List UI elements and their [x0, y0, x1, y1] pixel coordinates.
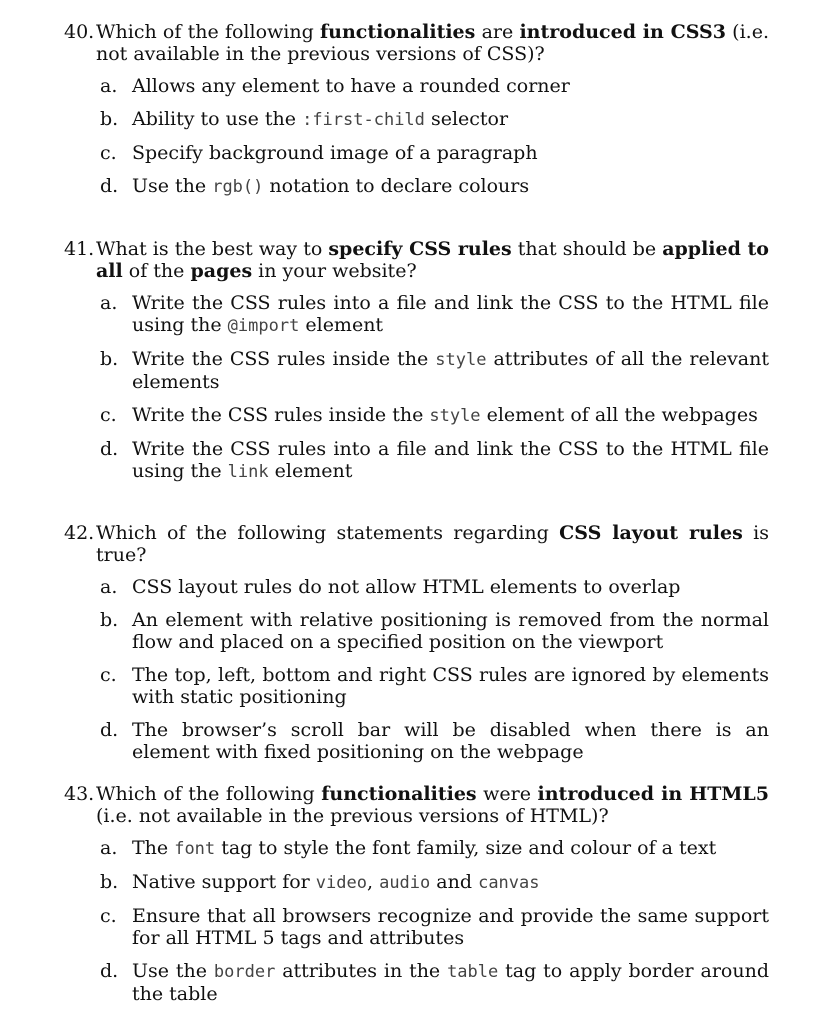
option-d: [64, 960, 769, 1005]
stem-text: were: [476, 783, 538, 805]
option-text: Use the: [132, 175, 213, 197]
options-list: [64, 576, 769, 763]
stem-text: (i.e. not available in the previous versions of CSS)?: [96, 21, 769, 65]
question-stem: [64, 238, 769, 282]
stem-text: What is the best way to: [96, 238, 329, 260]
stem-bold-text: applied to all: [96, 238, 769, 282]
option-text: Write the CSS rules into a file and link the CSS to the HTML file using the: [132, 438, 769, 482]
option-a: [64, 576, 769, 598]
option-text: ,: [366, 871, 380, 893]
stem-text: in your website?: [252, 260, 417, 282]
option-text: attributes in the: [275, 960, 448, 982]
stem-text: Which of the following: [96, 783, 322, 805]
option-code: style: [435, 350, 487, 370]
question-41: [64, 238, 769, 483]
question-number: 40.: [64, 21, 95, 43]
options-list: [64, 292, 769, 483]
option-text: The: [132, 837, 175, 859]
option-code: link: [227, 462, 269, 482]
option-text: tag to apply border around the table: [132, 960, 769, 1005]
stem-text: (i.e. not available in the previous versions of HTML)?: [96, 805, 609, 827]
question-number: 42.: [64, 522, 95, 544]
option-label: b.: [100, 609, 119, 631]
question-40: [64, 21, 769, 198]
stem-bold-text: pages: [190, 260, 253, 282]
option-text: and: [430, 871, 479, 893]
option-c: [64, 404, 769, 427]
option-code: table: [447, 962, 499, 982]
option-text: Ability to use the: [132, 108, 303, 130]
question-stem: [64, 21, 769, 65]
option-label: a.: [100, 75, 118, 97]
option-label: b.: [100, 108, 119, 130]
question-number: 43.: [64, 783, 95, 805]
option-text: attributes of all the relevant elements: [132, 348, 770, 393]
option-c: [64, 664, 769, 708]
option-text: Write the CSS rules into a file and link the CSS to the HTML file using the: [132, 292, 769, 336]
option-text: tag to style the font family, size and colour of a text: [215, 837, 717, 859]
stem-text: are: [475, 21, 520, 43]
option-text: element: [299, 314, 384, 336]
stem-text: of the: [122, 260, 191, 282]
option-text: Write the CSS rules inside the: [132, 404, 430, 426]
option-code: @import: [227, 316, 300, 336]
option-text: Write the CSS rules inside the: [132, 348, 436, 370]
option-text: element of all the webpages: [480, 404, 758, 426]
stem-bold-text: specify CSS rules: [328, 238, 512, 260]
option-code: :first-child: [302, 110, 425, 130]
question-number: 41.: [64, 238, 95, 260]
option-text: Allows any element to have a rounded corner: [132, 75, 570, 97]
option-c: [64, 142, 769, 164]
option-b: [64, 348, 769, 393]
options-list: [64, 837, 769, 1005]
option-d: [64, 719, 769, 763]
stem-bold-text: functionalities: [319, 21, 476, 43]
option-text: The browser’s scroll bar will be disabled when there is an element with fixed positioning on the webpage: [132, 719, 769, 763]
option-b: [64, 108, 769, 131]
option-a: [64, 75, 769, 97]
option-code: border: [213, 962, 276, 982]
option-d: [64, 175, 769, 198]
option-label: c.: [100, 404, 117, 426]
stem-text: that should be: [511, 238, 663, 260]
stem-bold-text: introduced in CSS3: [519, 21, 726, 43]
option-text: Native support for: [132, 871, 316, 893]
stem-bold-text: introduced in HTML5: [537, 783, 769, 805]
option-text: Ensure that all browsers recognize and provide the same support for all HTML 5 tags and attributes: [132, 905, 769, 949]
option-a: [64, 837, 769, 860]
option-label: c.: [100, 905, 117, 927]
option-label: d.: [100, 719, 119, 741]
option-label: b.: [100, 871, 119, 893]
option-text: Use the: [132, 960, 214, 982]
option-c: [64, 905, 769, 949]
stem-bold-text: functionalities: [321, 783, 477, 805]
option-b: [64, 871, 769, 894]
option-label: a.: [100, 576, 118, 598]
option-text: element: [268, 460, 353, 482]
option-text: An element with relative positioning is removed from the normal flow and placed on a specified position on the viewport: [132, 609, 769, 653]
option-text: Specify background image of a paragraph: [132, 142, 538, 164]
option-code: audio: [379, 873, 431, 893]
option-text: notation to declare colours: [263, 175, 530, 197]
option-label: d.: [100, 438, 119, 460]
option-label: a.: [100, 292, 118, 314]
option-code: rgb(): [212, 177, 264, 197]
option-b: [64, 609, 769, 653]
question-stem: [64, 783, 769, 827]
option-text: The top, left, bottom and right CSS rules are ignored by elements with static positioning: [132, 664, 769, 708]
stem-text: Which of the following: [96, 21, 320, 43]
stem-bold-text: CSS layout rules: [559, 522, 743, 544]
option-d: [64, 438, 769, 483]
question-stem: [64, 522, 769, 566]
option-label: d.: [100, 175, 119, 197]
option-code: style: [429, 406, 481, 426]
stem-text: Which of the following statements regarding: [96, 522, 560, 544]
option-a: [64, 292, 769, 337]
option-label: c.: [100, 142, 117, 164]
question-43: [64, 783, 769, 1005]
option-code: video: [315, 873, 367, 893]
option-text: selector: [424, 108, 509, 130]
option-label: b.: [100, 348, 119, 370]
option-label: d.: [100, 960, 119, 982]
question-42: [64, 522, 769, 763]
options-list: [64, 75, 769, 198]
option-text: CSS layout rules do not allow HTML elements to overlap: [132, 576, 681, 598]
stem-text: is true?: [96, 522, 769, 566]
option-code: canvas: [478, 873, 540, 893]
option-label: a.: [100, 837, 118, 859]
option-code: font: [174, 839, 216, 859]
option-label: c.: [100, 664, 117, 686]
